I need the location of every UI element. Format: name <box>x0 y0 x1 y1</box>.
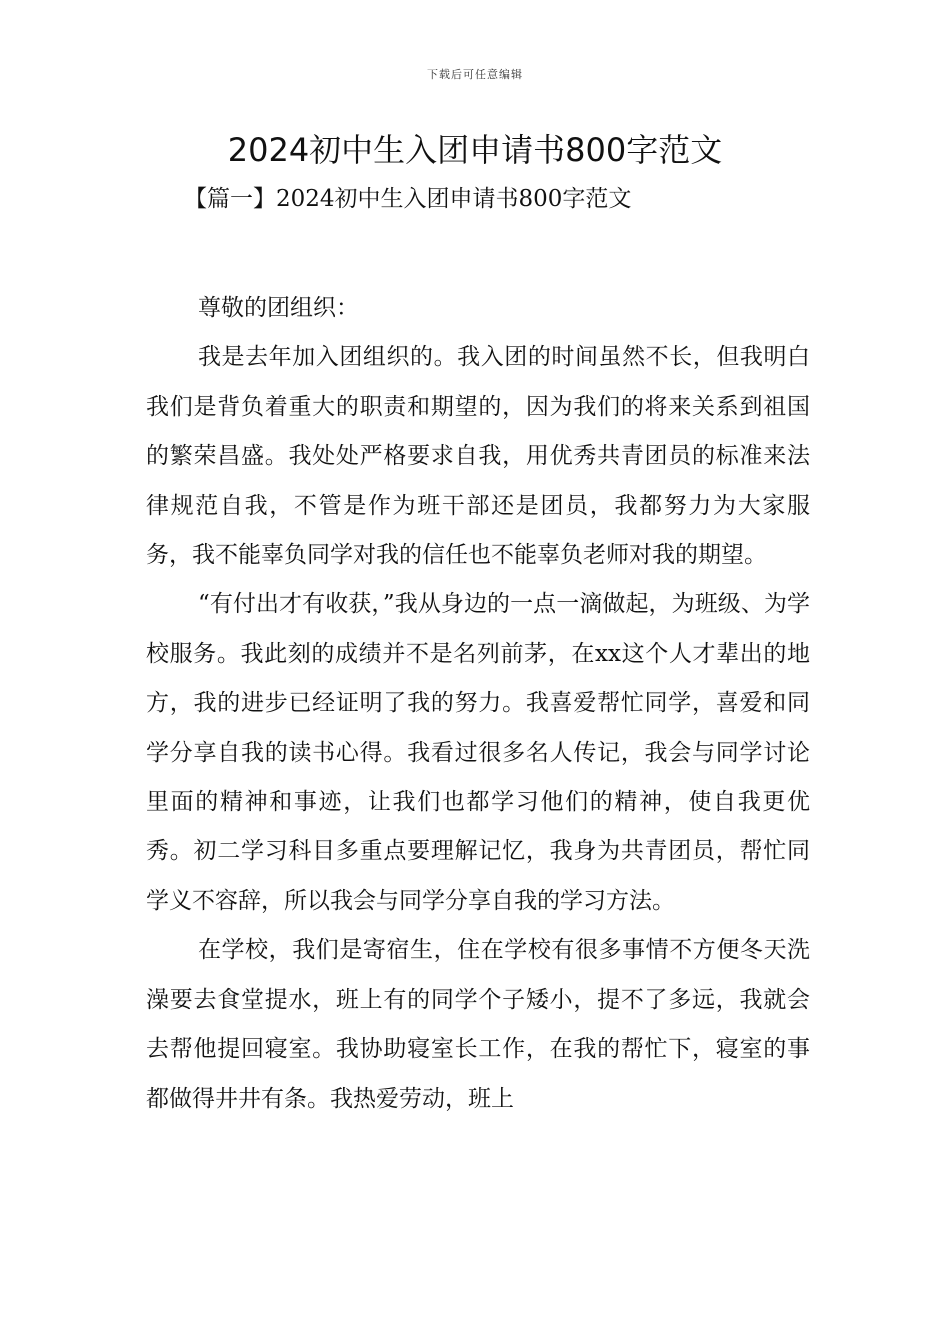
document-title: 2024初中生入团申请书800字范文 <box>227 131 723 169</box>
salutation: 尊敬的团组织： <box>198 295 359 321</box>
section-heading: 【篇一】2024初中生入团申请书800字范文 <box>184 186 632 212</box>
document-body <box>146 284 810 1124</box>
paragraph-1: 我是去年加入团组织的。我入团的时间虽然不长，但我明白我们是背负着重大的职责和期望的，因为我们的将来关系到祖国的繁荣昌盛。我处处严格要求自我，用优秀共青团员的标准来法律规范自我，不管是作为班干部还是团员，我都努力为大家服务，我不能辜负同学对我的信任也不能辜负老师对我的期望。 <box>146 344 810 569</box>
paragraph-2: “有付出才有收获，”我从身边的一点一滴做起，为班级、为学校服务。我此刻的成绩并不是名列前茅，在xx这个人才辈出的地方，我的进步已经证明了我的努力。我喜爱帮忙同学，喜爱和同学分享自我的读书心得。我看过很多名人传记，我会与同学讨论里面的精神和事迹，让我们也都学习他们的精神，使自我更优秀。初二学习科目多重点要理解记忆，我身为共青团员，帮忙同学义不容辞，所以我会与同学分享自我的学习方法。 <box>146 591 810 914</box>
paragraph-3: 在学校，我们是寄宿生，住在学校有很多事情不方便冬天洗澡要去食堂提水，班上有的同学个子矮小，提不了多远，我就会去帮他提回寝室。我协助寝室长工作，在我的帮忙下，寝室的事都做得井井有条。我热爱劳动，班上 <box>146 937 810 1112</box>
header-note: 下载后可任意编辑 <box>427 68 523 81</box>
